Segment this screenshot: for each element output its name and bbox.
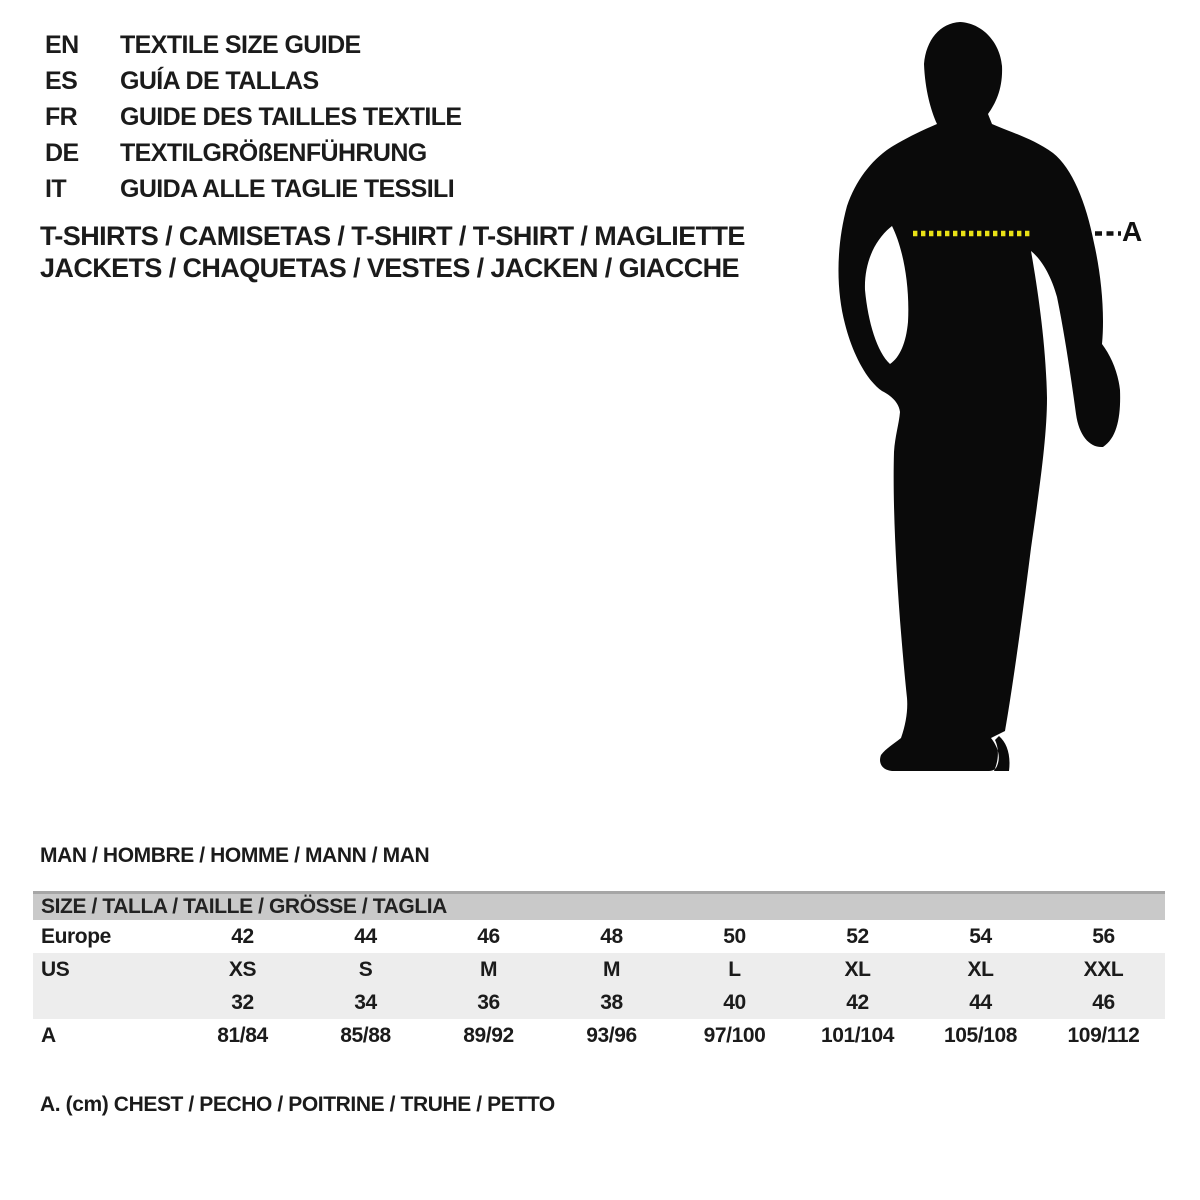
size-cell: 34 <box>354 990 377 1014</box>
size-cell: 52 <box>846 924 869 948</box>
row-label: US <box>41 957 70 981</box>
size-cell: 97/100 <box>703 1023 766 1047</box>
guide-title: TEXTILGRÖßENFÜHRUNG <box>120 138 427 167</box>
size-cell: 40 <box>723 990 746 1014</box>
size-cell: 42 <box>846 990 869 1014</box>
product-line-jackets: JACKETS / CHAQUETAS / VESTES / JACKEN / GIACCHE <box>40 252 739 283</box>
size-cell: 46 <box>477 924 500 948</box>
size-cell: XXL <box>1083 957 1124 981</box>
size-cell: 93/96 <box>586 1023 637 1047</box>
product-line-tshirts: T-SHIRTS / CAMISETAS / T-SHIRT / T-SHIRT / MAGLIETTE <box>40 221 745 251</box>
size-cell: XL <box>844 957 871 981</box>
language-row <box>45 99 462 135</box>
size-cell: L <box>728 957 741 981</box>
language-row <box>45 135 462 171</box>
size-cell: 50 <box>723 924 746 948</box>
language-code: EN <box>45 30 79 59</box>
size-cell: S <box>358 957 373 981</box>
guide-title: GUIDE DES TAILLES TEXTILE <box>120 102 462 131</box>
guide-title: GUÍA DE TALLAS <box>120 66 319 95</box>
size-cell: XS <box>228 957 257 981</box>
size-cell: 101/104 <box>820 1023 895 1047</box>
size-cell: M <box>602 957 621 981</box>
size-cell: 81/84 <box>217 1023 268 1047</box>
table-row-us <box>33 953 1165 986</box>
man-silhouette <box>820 0 1200 800</box>
size-table <box>33 891 1165 1052</box>
guide-title: TEXTILE SIZE GUIDE <box>120 30 361 59</box>
language-code: DE <box>45 138 79 167</box>
size-cell: 56 <box>1092 924 1115 948</box>
guide-title: GUIDA ALLE TAGLIE TESSILI <box>120 174 455 203</box>
product-category-lines <box>40 221 745 284</box>
section-title-man: MAN / HOMBRE / HOMME / MANN / MAN <box>40 844 430 867</box>
language-code: IT <box>45 174 67 203</box>
size-cell: 89/92 <box>463 1023 514 1047</box>
language-title-list <box>45 27 462 207</box>
size-cell: 105/108 <box>943 1023 1018 1047</box>
size-cell: 48 <box>600 924 623 948</box>
size-cell: 109/112 <box>1067 1023 1140 1047</box>
size-cell: 46 <box>1092 990 1115 1014</box>
row-label: Europe <box>41 924 111 948</box>
size-cell: 36 <box>477 990 500 1014</box>
language-code: FR <box>45 102 78 131</box>
size-cell: 38 <box>600 990 623 1014</box>
table-row-chest-a <box>33 1019 1165 1052</box>
size-cell: 44 <box>354 924 377 948</box>
size-cell: 85/88 <box>340 1023 391 1047</box>
measure-footnote: A. (cm) CHEST / PECHO / POITRINE / TRUHE / PETTO <box>40 1093 555 1116</box>
size-cell: M <box>479 957 498 981</box>
size-cell: 54 <box>969 924 992 948</box>
language-row <box>45 171 462 207</box>
size-cell: 44 <box>969 990 992 1014</box>
man-silhouette-figure <box>820 0 1200 800</box>
language-row <box>45 63 462 99</box>
man-silhouette-shape <box>838 22 1120 771</box>
measure-label-a: A <box>1122 216 1143 247</box>
language-row <box>45 27 462 63</box>
size-cell: XL <box>967 957 994 981</box>
row-label: A <box>41 1023 56 1047</box>
size-cell: 32 <box>231 990 254 1014</box>
size-table-header: SIZE / TALLA / TAILLE / GRÖSSE / TAGLIA <box>33 891 1165 920</box>
language-code: ES <box>45 66 78 95</box>
table-row-europe <box>33 920 1165 953</box>
size-cell: 42 <box>231 924 254 948</box>
table-row-us-numeric <box>33 986 1165 1019</box>
